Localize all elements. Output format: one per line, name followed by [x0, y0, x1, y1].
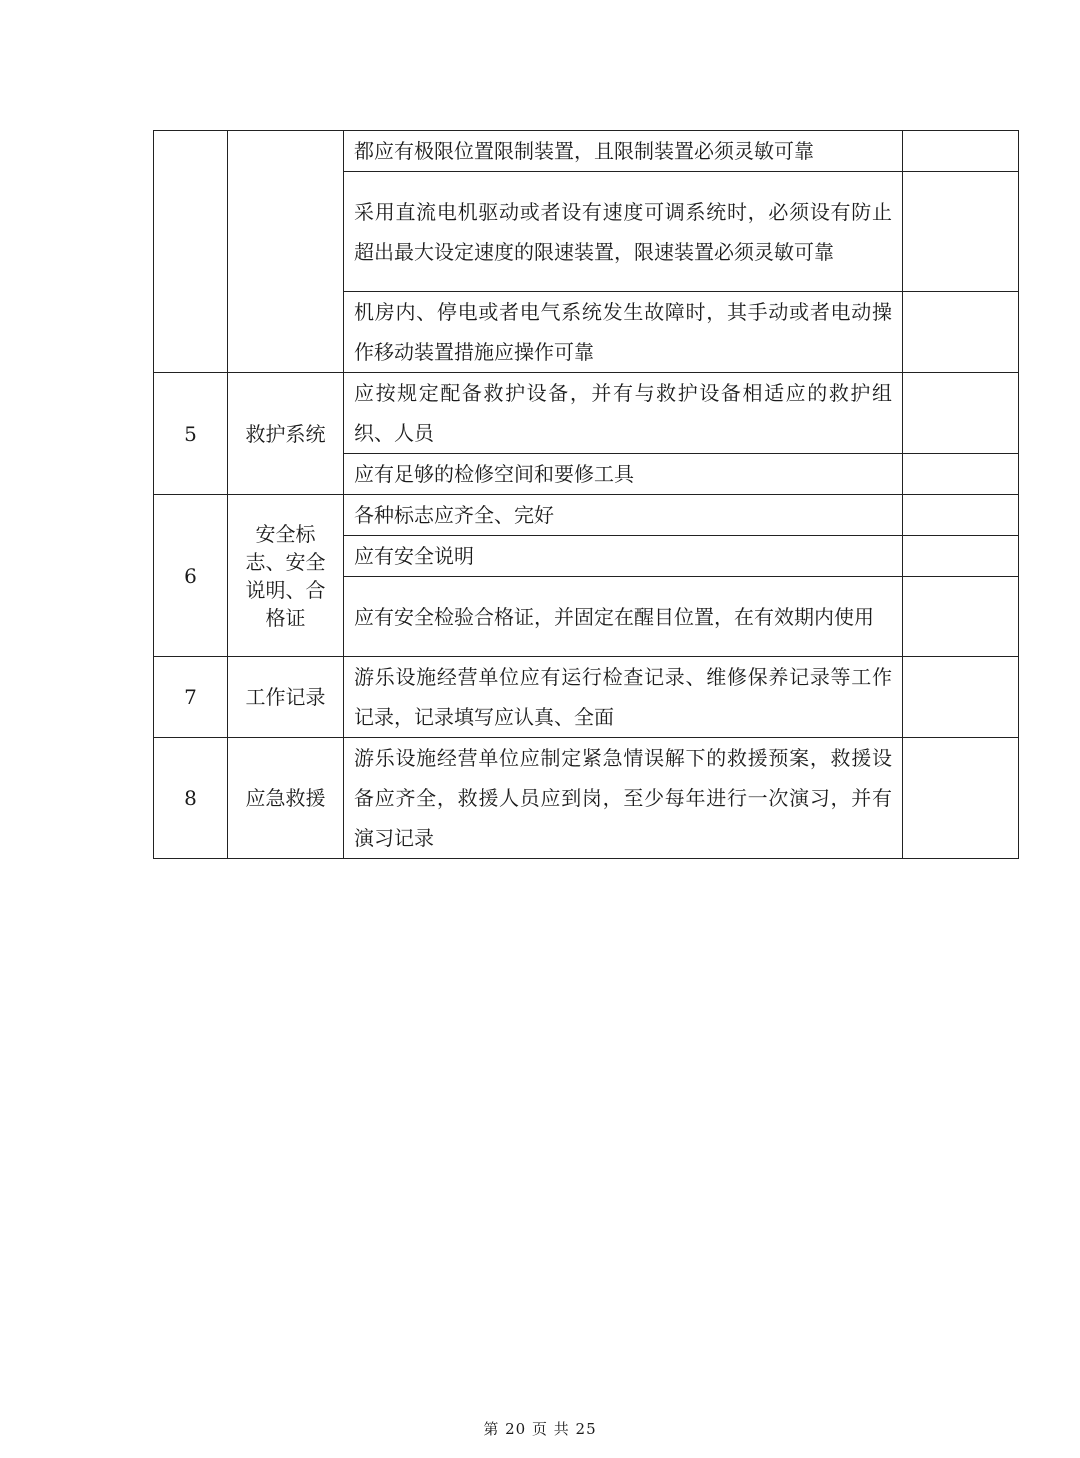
- result-cell: [903, 373, 1019, 454]
- item-cell: 工作记录: [228, 657, 344, 738]
- requirement-cell: 应按规定配备救护设备，并有与救护设备相适应的救护组织、人员: [344, 373, 903, 454]
- number-cell: 5: [154, 373, 228, 495]
- item-cell: 救护系统: [228, 373, 344, 495]
- requirement-cell: 游乐设施经营单位应有运行检查记录、维修保养记录等工作记录，记录填写应认真、全面: [344, 657, 903, 738]
- result-cell: [903, 738, 1019, 859]
- result-cell: [903, 131, 1019, 172]
- number-cell: [154, 131, 228, 373]
- requirement-cell: 游乐设施经营单位应制定紧急情误解下的救援预案，救援设备应齐全，救援人员应到岗，至少每年进行一次演习，并有演习记录: [344, 738, 903, 859]
- result-cell: [903, 172, 1019, 292]
- number-cell: 6: [154, 495, 228, 657]
- table-row: [154, 373, 1019, 454]
- table-row: [154, 738, 1019, 859]
- result-cell: [903, 536, 1019, 577]
- result-cell: [903, 495, 1019, 536]
- inspection-table: [153, 130, 1019, 859]
- item-cell: [228, 131, 344, 373]
- number-cell: 8: [154, 738, 228, 859]
- requirement-cell: 都应有极限位置限制装置，且限制装置必须灵敏可靠: [344, 131, 903, 172]
- result-cell: [903, 292, 1019, 373]
- item-cell: 应急救援: [228, 738, 344, 859]
- requirement-cell: 机房内、停电或者电气系统发生故障时，其手动或者电动操作移动装置措施应操作可靠: [344, 292, 903, 373]
- table-row: [154, 131, 1019, 172]
- result-cell: [903, 577, 1019, 657]
- page-number: 第 20 页 共 25: [483, 1420, 597, 1438]
- number-cell: 7: [154, 657, 228, 738]
- requirement-cell: 应有安全检验合格证，并固定在醒目位置，在有效期内使用: [344, 577, 903, 657]
- requirement-cell: 应有安全说明: [344, 536, 903, 577]
- requirement-cell: 采用直流电机驱动或者设有速度可调系统时，必须设有防止超出最大设定速度的限速装置，限速装置必须灵敏可靠: [344, 172, 903, 292]
- result-cell: [903, 657, 1019, 738]
- requirement-cell: 应有足够的检修空间和要修工具: [344, 454, 903, 495]
- item-cell: 安全标志、安全说明、合格证: [228, 495, 344, 657]
- result-cell: [903, 454, 1019, 495]
- table-row: [154, 657, 1019, 738]
- requirement-cell: 各种标志应齐全、完好: [344, 495, 903, 536]
- table-row: [154, 495, 1019, 536]
